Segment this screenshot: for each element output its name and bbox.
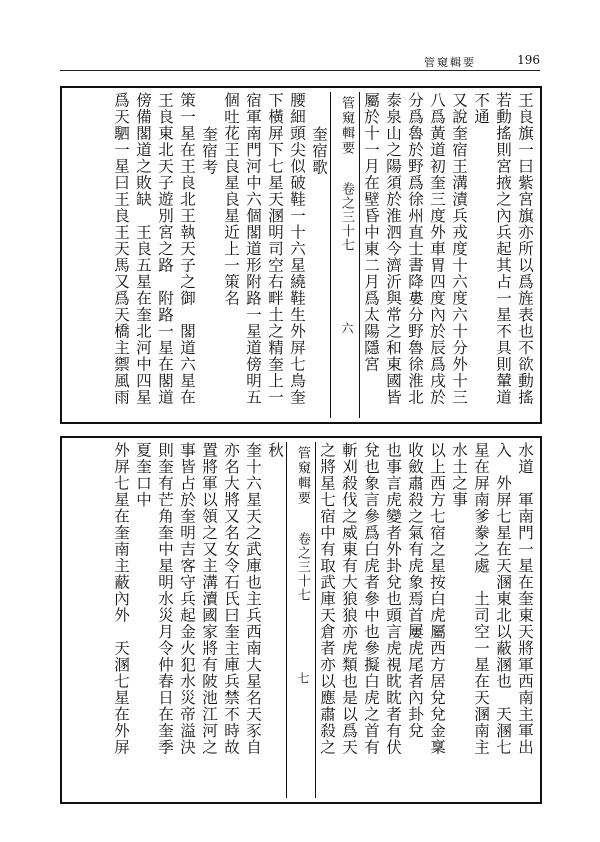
text-column: 若動搖則宮掖之內兵起其占一星不具則輦道 bbox=[494, 92, 512, 406]
text-column: 下橫屏下七星天溷明司空右畔土之精奎上一 bbox=[266, 92, 284, 406]
text-column: 腰細頭尖似破鞋一十六星繞鞋生外屏七鳥奎 bbox=[288, 92, 306, 406]
fold-title: 管窺輯要 bbox=[295, 446, 310, 506]
text-column: 個吐花王良星良星近上一策名 bbox=[222, 92, 240, 307]
text-column: 策一星在王良北王執天子之御 閣道六星在 bbox=[178, 92, 196, 406]
text-column: 星在屏南爹豢之處 土司空一星在天溷南主 bbox=[472, 442, 490, 756]
fold-volume: 卷之三十七 bbox=[339, 182, 354, 252]
text-column: 事皆占於奎明吉客守兵起金火犯水災帝溢決 bbox=[178, 442, 196, 756]
bottom-text-columns bbox=[66, 442, 536, 798]
top-page-panel bbox=[60, 86, 542, 424]
text-column: 收斂肅殺之氣有虎象焉首屢虎尾者內卦兌 bbox=[406, 442, 424, 739]
text-column: 也事言虎變者外卦兌也頭言虎視眈眈者有伏 bbox=[384, 442, 402, 756]
text-column: 王良旗一曰紫宮旗亦所以爲旌表也不欲動搖 bbox=[516, 92, 534, 406]
text-column: 斬刈殺伐之威東有大狼狼亦虎類也是以爲天 bbox=[340, 442, 358, 756]
text-column: 則奎有芒角奎中星明水災月令仲春日在奎季 bbox=[156, 442, 174, 756]
text-column: 外屏七星在奎南主蔽內外 天溷七星在外屏 bbox=[112, 442, 130, 756]
page-number: 196 bbox=[517, 53, 540, 67]
text-column: 分爲魯於野爲徐州直士書降婁分野魯徐淮北 bbox=[406, 92, 424, 406]
text-column: 宿軍南門河中六個閣道形附路一星道傍明五 bbox=[244, 92, 262, 406]
bottom-page-panel bbox=[60, 436, 542, 804]
text-column: 水道 軍南門一星在奎東天將軍西南主軍出 bbox=[516, 442, 534, 756]
text-column: 夏奎口中 bbox=[134, 442, 152, 508]
fold-volume: 卷之三十七 bbox=[295, 532, 310, 602]
text-column: 兌也象言參爲白虎者參中也參擬白虎之首有 bbox=[362, 442, 380, 756]
text-column: 奎十六星天之武庫也主兵西南大星名天豕自 bbox=[244, 442, 262, 756]
text-column: 亦名大將又名女令石氏曰奎主庫兵禁不時故 bbox=[222, 442, 240, 756]
text-column: 傍備閣道之敗缺 王良五星在奎北河中四星 bbox=[134, 92, 152, 406]
fold-center-strip bbox=[286, 442, 316, 798]
text-column: 王良東北天子遊別宮之路 附路一星在閣道 bbox=[156, 92, 174, 406]
text-column: 不通 bbox=[472, 92, 490, 125]
text-column: 置將軍以領之又主溝瀆國家將有陂池江河之 bbox=[200, 442, 218, 756]
text-column: 泰泉山之陽須於淮泗今濟沂與常之和東國皆 bbox=[384, 92, 402, 406]
fold-center-strip bbox=[330, 92, 360, 418]
text-column: 秋 bbox=[266, 442, 284, 459]
section-heading: 奎宿歌 bbox=[310, 126, 328, 176]
text-column: 水土之事 bbox=[450, 442, 468, 508]
text-column: 以上西方七宿之星按白虎屬西方居兌兌金稟 bbox=[428, 442, 446, 756]
fold-page: 七 bbox=[296, 672, 310, 684]
text-column: 入 外屏七星在天溷東北以蔽溷也 天溷七 bbox=[494, 442, 512, 756]
page-header bbox=[60, 54, 540, 71]
text-column: 又說奎宿王溝漬兵戎度十六度六十分外十三 bbox=[450, 92, 468, 406]
text-column: 之將星七宿中有取武庫天倉者亦以應肅殺之 bbox=[318, 442, 336, 756]
text-column: 八爲黃道初奎三度外車胃四度內於辰爲戌於 bbox=[428, 92, 446, 406]
section-heading: 奎宿考 bbox=[200, 126, 218, 176]
running-title: 管窺輯要 bbox=[424, 56, 476, 69]
top-text-columns bbox=[66, 92, 536, 418]
fold-page: 六 bbox=[340, 322, 354, 334]
fold-title: 管窺輯要 bbox=[339, 96, 354, 156]
text-column: 屬於十一月在壁昏中東二月爲太陽隱宮 bbox=[362, 92, 380, 373]
text-column: 爲天駟一星曰王良王天馬又爲天橋主禦風雨 bbox=[112, 92, 130, 406]
